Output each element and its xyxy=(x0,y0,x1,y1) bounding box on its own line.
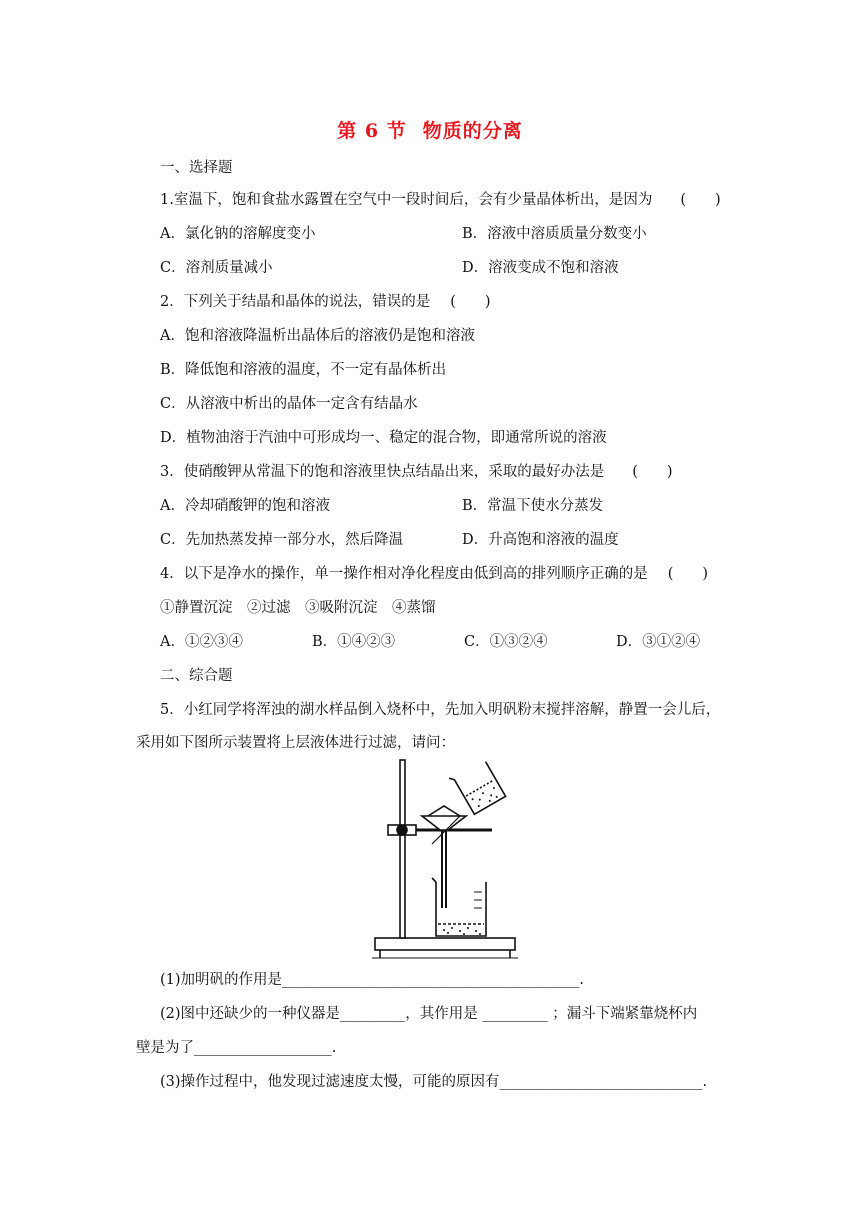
stand-feet xyxy=(380,950,510,958)
q5-sub3: (3)操作过程中，他发现过滤速度太慢，可能的原因有____________________________. xyxy=(160,1074,708,1090)
section-number: 第 6 节 xyxy=(337,120,407,142)
q4-items: ①静置沉淀 ②过滤 ③吸附沉淀 ④蒸馏 xyxy=(160,600,436,616)
q5-sub2-line2: 壁是为了___________________. xyxy=(136,1040,337,1056)
q1-stem: 1.室温下，饱和食盐水露置在空气中一段时间后，会有少量晶体析出，是因为 ( ) xyxy=(160,192,721,208)
q3-option-d: D．升高饱和溶液的温度 xyxy=(462,532,619,548)
q2-option-b: B．降低饱和溶液的温度，不一定有晶体析出 xyxy=(160,362,447,378)
q4-option-d: D．③①②④ xyxy=(616,634,701,650)
q4-option-b: B．①④②③ xyxy=(312,634,396,650)
q3-option-b: B．常温下使水分蒸发 xyxy=(462,498,604,514)
q3-option-c: C．先加热蒸发掉一部分水，然后降温 xyxy=(160,532,404,548)
q2-answer-paren: ( ) xyxy=(450,294,491,310)
filter-paper xyxy=(428,806,460,816)
q4-option-c: C．①③②④ xyxy=(464,634,548,650)
q1-option-a: A．氯化钠的溶解度变小 xyxy=(160,226,316,242)
receiving-beaker xyxy=(436,882,486,936)
part2-heading: 二、综合题 xyxy=(160,668,233,684)
part1-heading: 一、选择题 xyxy=(160,160,233,176)
q1-option-b: B．溶液中溶质质量分数变小 xyxy=(462,226,647,242)
q2-option-d: D．植物油溶于汽油中可形成均一、稳定的混合物，即通常所说的溶液 xyxy=(160,430,607,446)
q4-stem: 4．以下是净水的操作，单一操作相对净化程度由低到高的排列顺序正确的是 ( ) xyxy=(160,566,709,582)
filtrate-dots xyxy=(443,927,481,935)
section-name: 物质的分离 xyxy=(422,120,523,142)
stand-base xyxy=(375,938,515,950)
q4-option-a: A．①②③④ xyxy=(160,634,243,650)
q1-answer-paren: ( ) xyxy=(680,192,721,208)
pouring-beaker xyxy=(449,758,506,816)
q1-option-c: C．溶剂质量减小 xyxy=(160,260,273,276)
beaker-graduations xyxy=(474,892,482,908)
filtration-apparatus-figure xyxy=(370,758,520,968)
q5-sub1: (1)加明矾的作用是_________________________________________. xyxy=(160,972,584,988)
page-title xyxy=(0,116,860,143)
q5-stem-line1: 5．小红同学将浑浊的湖水样品倒入烧杯中，先加入明矾粉末搅拌溶解，静置一会儿后， xyxy=(160,702,721,718)
q4-answer-paren: ( ) xyxy=(667,566,709,582)
q5-sub2-line1: (2)图中还缺少的一种仪器是_________，其作用是 _________ ；漏斗下端紧靠烧杯内 xyxy=(160,1006,698,1022)
q1-option-d: D．溶液变成不饱和溶液 xyxy=(462,260,619,276)
q2-stem: 2．下列关于结晶和晶体的说法，错误的是 ( ) xyxy=(160,294,491,310)
q3-option-a: A．冷却硝酸钾的饱和溶液 xyxy=(160,498,330,514)
q5-stem-line2: 采用如下图所示装置将上层液体进行过滤，请问： xyxy=(136,735,455,751)
clamp-screw xyxy=(397,825,407,835)
stand-rod xyxy=(400,760,405,938)
funnel-cone xyxy=(422,816,466,830)
q2-option-c: C．从溶液中析出的晶体一定含有结晶水 xyxy=(160,396,418,412)
q3-answer-paren: ( ) xyxy=(632,464,673,480)
q3-stem: 3．使硝酸钾从常温下的饱和溶液里快点结晶出来，采取的最好办法是 ( ) xyxy=(160,464,673,480)
q2-option-a: A．饱和溶液降温析出晶体后的溶液仍是饱和溶液 xyxy=(160,328,475,344)
